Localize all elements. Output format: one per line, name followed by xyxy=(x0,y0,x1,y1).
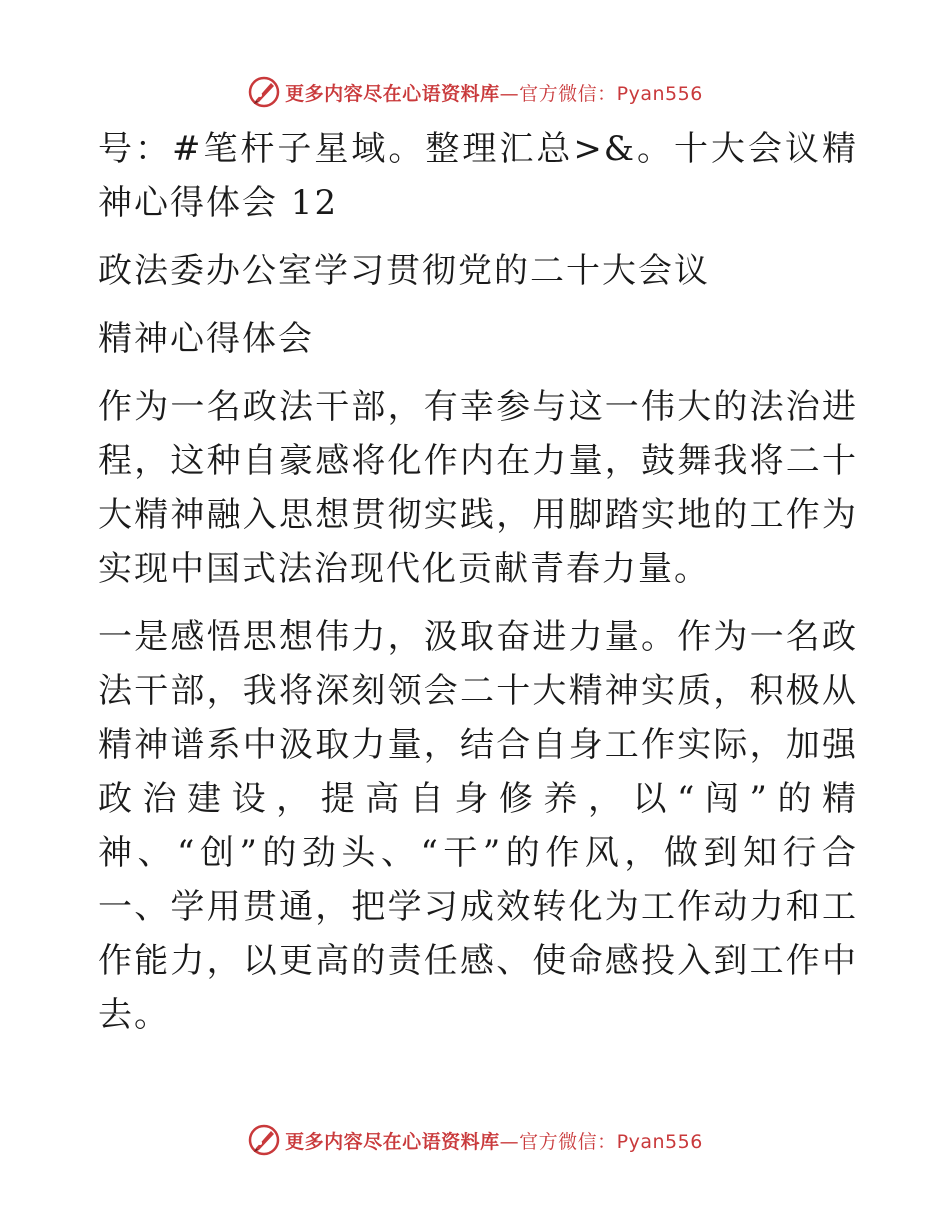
quill-seal-icon xyxy=(247,1123,281,1157)
banner-contact-text: —官方微信：Pyan556 xyxy=(499,82,703,105)
document-paragraph: 一是感悟思想伟力，汲取奋进力量。作为一名政法干部，我将深刻领会二十大精神实质，积极从精神谱系中汲取力量，结合自身工作实际，加强政治建设，提高自身修养，以“闯”的精神、“创”的劲头、“干”的作风，做到知行合一、学用贯通，把学习成效转化为工作动力和工作能力，以更高的责任感、使命感投入到工作中去。 xyxy=(98,617,858,1035)
banner-contact-text: —官方微信：Pyan556 xyxy=(499,1130,703,1153)
banner-main-text: 更多内容尽在心语资料库 xyxy=(285,1130,500,1153)
banner-main-text: 更多内容尽在心语资料库 xyxy=(285,82,500,105)
footer-banner xyxy=(0,1120,950,1160)
quill-seal-icon xyxy=(247,75,281,109)
document-paragraph: 号：#笔杆子星域。整理汇总>&。十大会议精神心得体会 12 xyxy=(98,129,858,223)
header-banner xyxy=(0,72,950,112)
document-title-line-1: 政法委办公室学习贯彻党的二十大会议 xyxy=(98,251,710,291)
document-paragraph: 作为一名政法干部，有幸参与这一伟大的法治进程，这种自豪感将化作内在力量，鼓舞我将二十大精神融入思想贯彻实践，用脚踏实地的工作为实现中国式法治现代化贡献青春力量。 xyxy=(98,387,858,589)
document-body xyxy=(98,122,858,1042)
document-title-line-2: 精神心得体会 xyxy=(98,319,314,359)
